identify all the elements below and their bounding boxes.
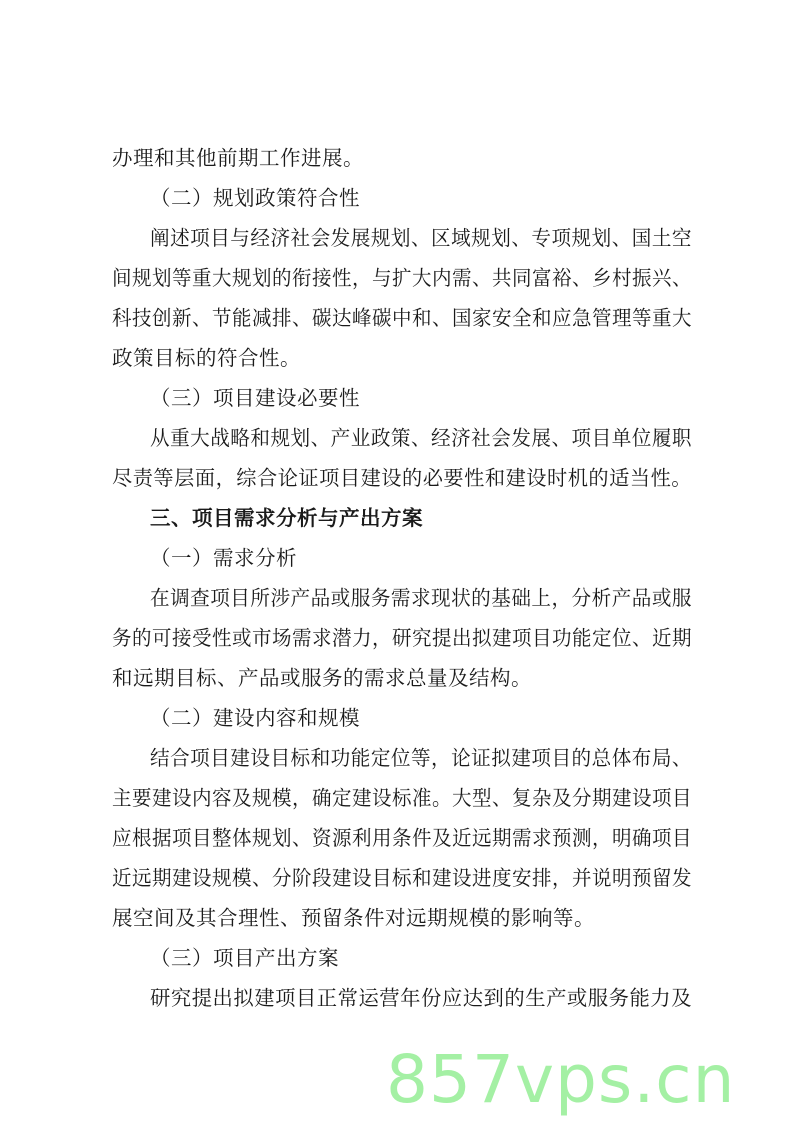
text-line: 科技创新、节能减排、碳达峰碳中和、国家安全和应急管理等重大 xyxy=(112,306,692,330)
text-line: 展空间及其合理性、预留条件对远期规模的影响等。 xyxy=(112,906,595,930)
text-line: 近远期建设规模、分阶段建设目标和建设进度安排，并说明预留发 xyxy=(112,866,692,890)
section-heading: （二）建设内容和规模 xyxy=(150,706,360,730)
chapter-heading: 三、项目需求分析与产出方案 xyxy=(150,506,423,530)
text-line: 阐述项目与经济社会发展规划、区域规划、专项规划、国土空 xyxy=(150,226,692,250)
text-line: 间规划等重大规划的衔接性，与扩大内需、共同富裕、乡村振兴、 xyxy=(112,266,692,290)
text-line: 办理和其他前期工作进展。 xyxy=(112,146,364,170)
section-heading: （三）项目建设必要性 xyxy=(150,386,360,410)
section-heading: （一）需求分析 xyxy=(150,546,297,570)
section-heading: （三）项目产出方案 xyxy=(150,946,339,970)
text-line: 在调查项目所涉产品或服务需求现状的基础上，分析产品或服 xyxy=(150,586,692,610)
text-line: 研究提出拟建项目正常运营年份应达到的生产或服务能力及 xyxy=(150,986,692,1010)
text-line: 和远期目标、产品或服务的需求总量及结构。 xyxy=(112,666,532,690)
text-line: 应根据项目整体规划、资源利用条件及近远期需求预测，明确项目 xyxy=(112,826,692,850)
text-line: 务的可接受性或市场需求潜力，研究提出拟建项目功能定位、近期 xyxy=(112,626,692,650)
text-line: 从重大战略和规划、产业政策、经济社会发展、项目单位履职 xyxy=(150,426,692,450)
text-line: 主要建设内容及规模，确定建设标准。大型、复杂及分期建设项目 xyxy=(112,786,692,810)
text-line: 尽责等层面，综合论证项目建设的必要性和建设时机的适当性。 xyxy=(112,466,692,490)
text-line: 政策目标的符合性。 xyxy=(112,346,301,370)
watermark: 857vps.cn xyxy=(386,1041,736,1118)
text-line: 结合项目建设目标和功能定位等，论证拟建项目的总体布局、 xyxy=(150,746,692,770)
section-heading: （二）规划政策符合性 xyxy=(150,186,360,210)
